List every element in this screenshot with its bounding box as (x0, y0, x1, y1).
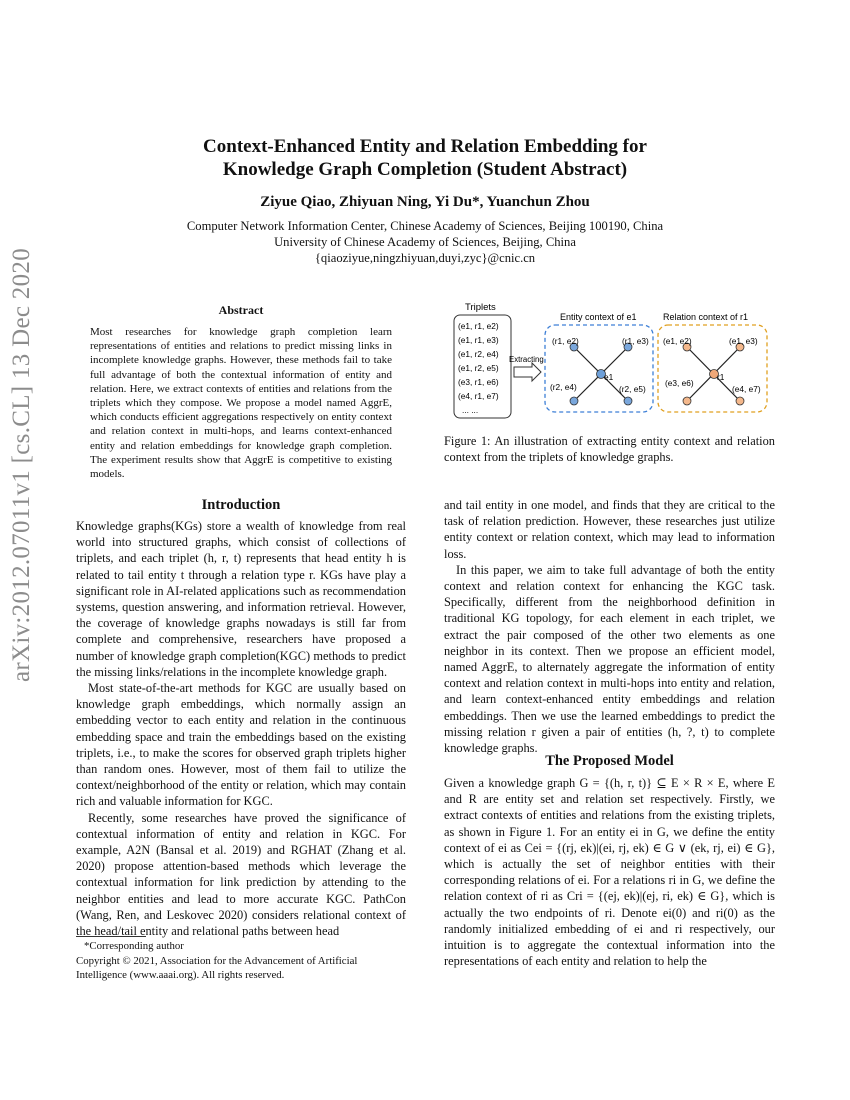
relation-neighbor-label: (e3, e6) (665, 378, 694, 388)
entity-neighbor-label: (r2, e4) (550, 382, 577, 392)
figure-1 (444, 298, 775, 428)
relation-neighbor-label: (e4, e7) (732, 384, 761, 394)
extracting-label: Extracting (509, 355, 544, 364)
arxiv-stamp (2, 247, 48, 682)
body-paragraph: In this paper, we aim to take full advantage of both the entity context and relation context for enhancing the KGC task. Specifically, different from the neighborhood definition in traditional KG topology, for each element in each triplet, we extract the pair composed of the other two elements as one neighbor in its context. Then we propose an efficient model, named AggrE, to alternately aggregate the information of entity context and relation context in multi-hops into entity and relation, and learn context-enhanced entity embeddings and relation embeddings. Then we use the learned embeddings to predict the missing relation r given a pair of entities (h, ?, t) to complete knowledge graphs. (444, 562, 775, 756)
relation-context-title: Relation context of r1 (663, 312, 749, 322)
entity-neighbor-node (624, 397, 632, 405)
body-paragraph: and tail entity in one model, and finds that they are critical to the task of relation prediction. However, these researches just utilize entity context or relation context, which may lead to information loss. (444, 498, 775, 561)
triplet-item: (e3, r1, e6) (458, 377, 499, 387)
relation-center-label: r1 (717, 372, 725, 382)
relation-neighbor-label: (e1, e3) (729, 336, 758, 346)
introduction-body (76, 518, 406, 939)
arxiv-stamp-text: arXiv:2012.07011v1 [cs.CL] 13 Dec 2020 (8, 247, 35, 682)
relation-neighbor-label: (e1, e2) (663, 336, 692, 346)
author-list: Ziyue Qiao, Zhiyuan Ning, Yi Du*, Yuanchun Zhou (260, 194, 590, 210)
introduction-heading: Introduction (201, 497, 281, 513)
author-emails: {qiaoziyue,ningzhiyuan,duyi,zyc}@cnic.cn (314, 251, 536, 265)
entity-neighbor-label: (r1, e3) (622, 336, 649, 346)
intro-paragraph: Most state-of-the-art methods for KGC are usually based on knowledge graph embeddings, which normally assign an embedding vector to each entity and relation in the continuous embedding space and train the embeddings based on the existing triplets, i.e., to make the scores for observed graph triplets higher than random ones. However, most of them fail to utilize the context/neighborhood of the entity or relation, which may contain rich and valuable information for KGC. (76, 681, 406, 809)
affiliation-1: Computer Network Information Center, Chinese Academy of Sciences, Beijing 100190, China (186, 219, 664, 233)
entity-center-label: e1 (604, 372, 614, 382)
triplet-item: (e1, r1, e3) (458, 335, 499, 345)
relation-neighbor-node (683, 397, 691, 405)
entity-neighbor-label: (r2, e5) (619, 384, 646, 394)
triplet-item: (e1, r2, e4) (458, 349, 499, 359)
affiliation-2: University of Chinese Academy of Sciences, Beijing, China (274, 235, 576, 249)
triplet-item: (e1, r2, e5) (458, 363, 499, 373)
triplet-item: (e4, r1, e7) (458, 391, 499, 401)
intro-paragraph: Knowledge graphs(KGs) store a wealth of knowledge from real world into structured graphs, which consist of collections of triplets, and each triplet (h, r, t) represents that head entity h is related to tail entity t through a relation type r. KGs have play a significant role in AI-related applications such as recommendation systems, question answering, and information retrieval. However, the coverage of knowledge graphs nowadays is still far from complete and comprehensive, researchers have proposed a number of knowledge graph completion(KGC) methods to predict the missing links/relations in the incomplete knowledge graph. (76, 519, 406, 679)
copyright-notice: Copyright © 2021, Association for the Advancement of Artificial Intelligence (www.aaai.org). All rights reserved. (76, 955, 358, 981)
triplets-title: Triplets (465, 302, 496, 313)
proposed-model-heading: The Proposed Model (545, 753, 674, 769)
affiliations (80, 218, 770, 266)
entity-neighbor-node (570, 397, 578, 405)
figure-1-caption: Figure 1: An illustration of extracting entity context and relation context from the triplets of knowledge graphs. (444, 434, 775, 464)
abstract-body: Most researches for knowledge graph completion learn representations of entities and relations to predict missing links in incomplete knowledge graphs. However, these methods fail to take full advantage of both the contextual information of entity and relation. Here, we extract contexts of entities and relations from the triplets which they compose. We propose a model named AggrE, which conducts efficient aggregations respectively on entity context and relation context in multi-hops, and learns context-enhanced entity and relation embeddings for knowledge graph completion. The experiment results show that AggrE is competitive to existing models. (90, 326, 392, 481)
triplet-item: ... ... (462, 405, 479, 415)
body-paragraph: Given a knowledge graph G = {(h, r, t)} ⊆ E × R × E, where E and R are entity set and relation set respectively. Firstly, we extract contexts of entities and relations from the existing triplets, as shown in Figure 1. For an entity ei in G, we define the entity context of ei as Cei = {(rj, ek)|(ei, rj, ek) ∈ G ∨ (ek, rj, ei) ∈ G}, which is actually the set of neighbor entities with their corresponding relations of ei. For a relations ri in G, we define the relation context of ri as Cri = {(ej, ek)|(ej, ri, ek) ∈ G}, which is actually the two endpoints of ri. Denote ei(0) and ri(0) as the randomly initialized embedding of ei and ri respectively, our intuition is to aggregate the contextual information into the representations of each entity and relation to help the (444, 776, 775, 969)
intro-paragraph: Recently, some researches have proved the significance of contextual information of entity and relation in KGC. For example, A2N (Bansal et al. 2019) and RGHAT (Zhang et al. 2020) propose attention-based methods which leverage the contextual information for link prediction by attending to the neighbor entities and lead to more accurate KGC. PathCon (Wang, Ren, and Leskovec 2020) considers relational context of the head/tail entity and relational paths between head (76, 810, 406, 939)
extracting-arrow-icon (514, 363, 541, 381)
footnote-rule (76, 936, 146, 937)
footnote-corresponding: *Corresponding author (84, 940, 184, 952)
abstract-heading: Abstract (218, 303, 264, 317)
paper-title (80, 135, 770, 181)
triplet-item: (e1, r1, e2) (458, 321, 499, 331)
proposed-model-body (444, 775, 775, 969)
relation-neighbor-node (736, 397, 744, 405)
entity-neighbor-label: (r1, e2) (552, 336, 579, 346)
figure-1-svg (444, 298, 775, 428)
title-line-1: Context-Enhanced Entity and Relation Embedding for (203, 136, 647, 157)
title-line-2: Knowledge Graph Completion (Student Abstract) (222, 159, 628, 180)
right-column-body (444, 497, 775, 756)
entity-context-title: Entity context of e1 (560, 312, 637, 322)
